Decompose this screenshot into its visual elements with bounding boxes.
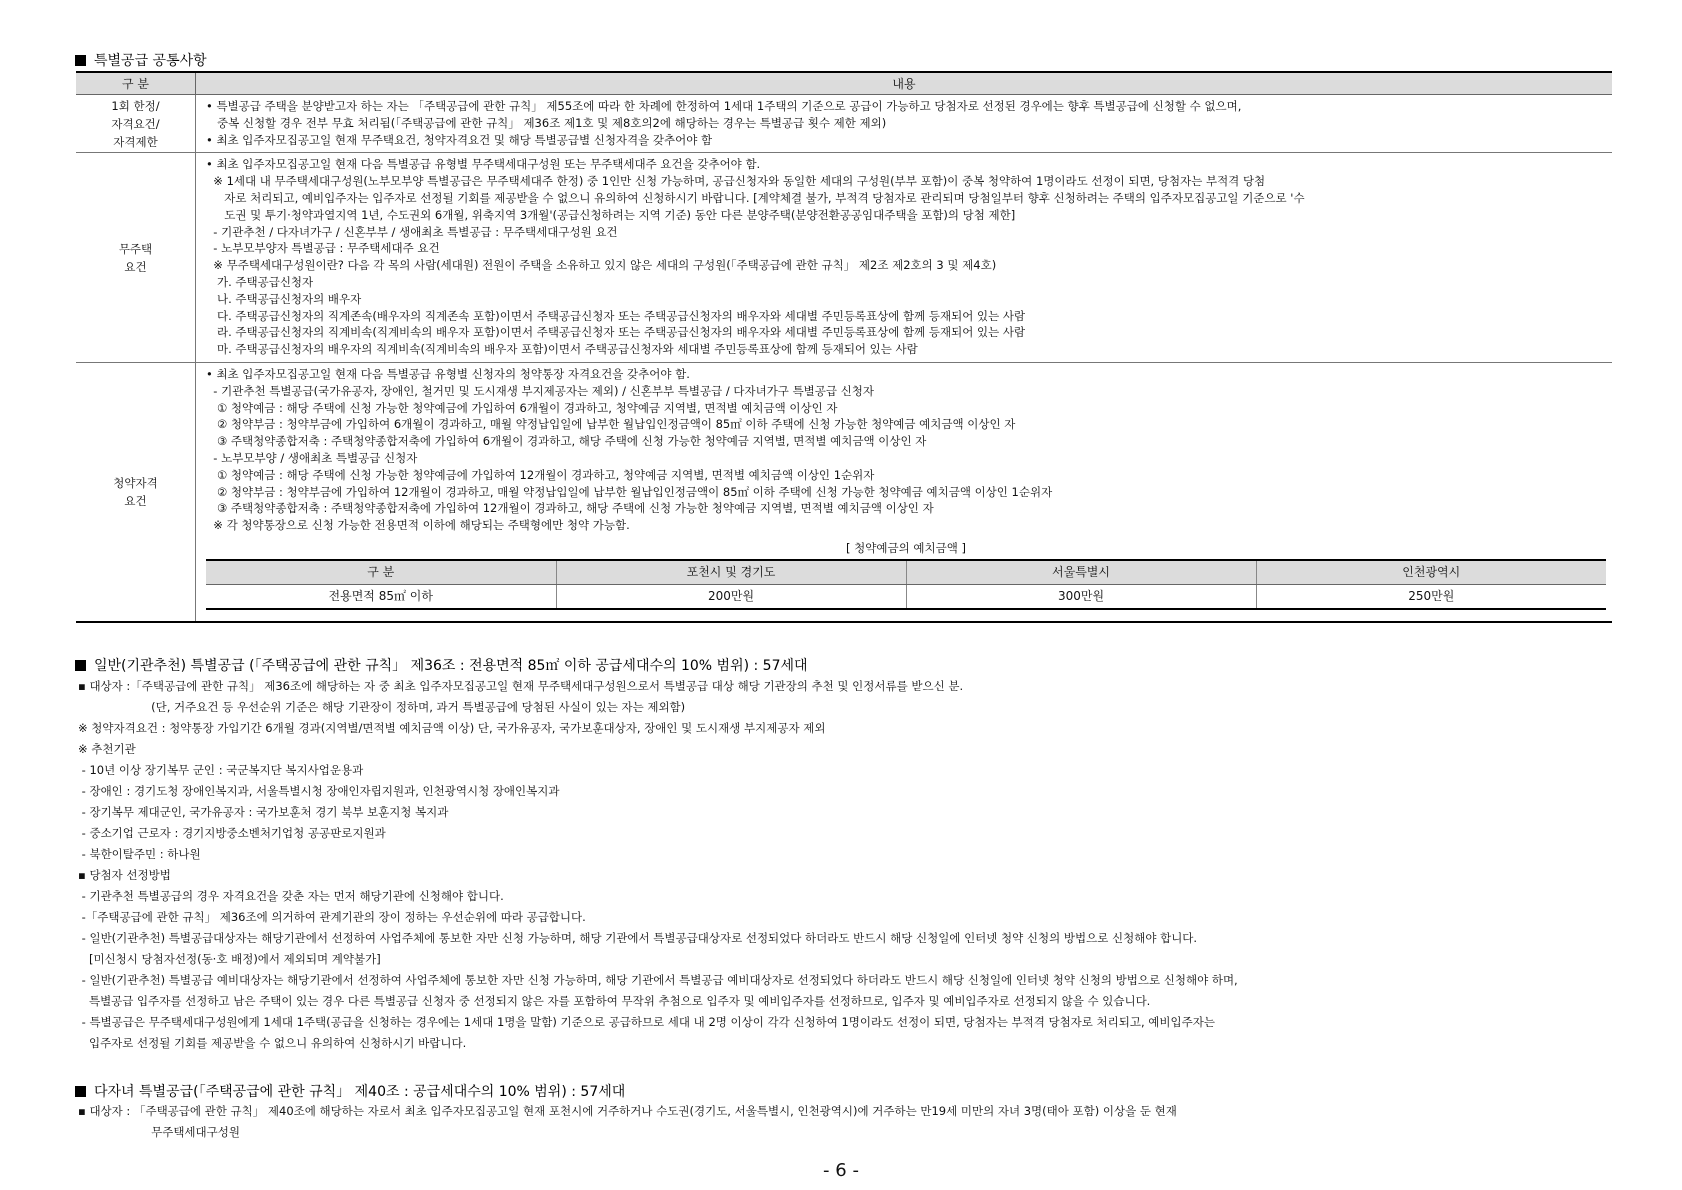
section-title-multichild: 다자녀 특별공급(「주택공급에 관한 규칙」 제40조 : 공급세대수의 10% 범위) : 57세대 xyxy=(75,1081,625,1101)
multichild-body xyxy=(78,1101,1177,1143)
section-title-common: 특별공급 공통사항 xyxy=(75,50,207,70)
text-line: - 10년 이상 장기복무 군인 : 국군복지단 복지사업운용과 xyxy=(78,763,364,777)
row-content: • 특별공급 주택을 분양받고자 하는 자는 「주택공급에 관한 규칙」 제55조에 따라 한 차례에 한정하여 1세대 1주택의 기준으로 공급이 가능하고 당첨자로 선정된 경우에는 향후 특별공급에 신청할 수 없으며, 중복 신청할 경우 전부 무효 처리됨(「주택공급에 관한 규칙」 제36조 제1호 및 제8호의2에 해당하는 경우는 특별공급 횟수 제한 제외) • 최초 입주자모집공고일 현재 무주택요건, 청약자격요건 및 해당 특별공급별 신청자격을 갖추어야 함 xyxy=(196,95,1613,153)
text-line: 무주택세대구성원 xyxy=(78,1125,240,1139)
deposit-cell: 200만원 xyxy=(556,584,906,609)
text-line: 특별공급 입주자를 선정하고 남은 주택이 있는 경우 다른 특별공급 신청자 중 선정되지 않은 자를 포함하여 무작위 추첨으로 입주자 및 예비입주자를 선정하므로, 입주자 및 예비입주자로 선정되지 않을 수 있습니다. xyxy=(78,994,1151,1008)
text-line: ▪ 대상자 : 「주택공급에 관한 규칙」 제40조에 해당하는 자로서 최초 입주자모집공고일 현재 포천시에 거주하거나 수도권(경기도, 서울특별시, 인천광역시)에 거주하는 만19세 미만의 자녀 3명(태아 포함) 이상을 둔 현재 xyxy=(78,1104,1177,1118)
row-label: 청약자격 요건 xyxy=(76,362,196,621)
row-content: • 최초 입주자모집공고일 현재 다음 특별공급 유형별 무주택세대구성원 또는 무주택세대주 요건을 갖추어야 함. ※ 1세대 내 무주택세대구성원(노부모부양 특별공급은 무주택세대주 한정) 중 1인만 신청 가능하며, 공급신청자와 동일한 세대의 구성원(부부 포함)이 중복 청약하여 1명이라도 선정이 되면, 당첨자는 부적격 당첨 자로 처리되고, 예비입주자는 입주자로 선정될 기회를 제공받을 수 없으니 유의하여 신청하시기 바랍니다. [계약체결 불가, 부적격 당첨자로 관리되며 당첨일부터 향후 신청하려는 주택의 입주자모집공고일 기준으로 '수 도권 및 투기·청약과열지역 1년, 수도권외 6개월, 위축지역 3개월'(공급신청하려는 지역 기준) 동안 다른 분양주택(분양전환공공임대주택을 포함)의 당첨 제한] - 기관추천 / 다자녀가구 / 신혼부부 / 생애최초 특별공급 : 무주택세대구성원 요건 - 노부모부양자 특별공급 : 무주택세대주 요건 ※ 무주택세대구성원이란? 다음 각 목의 사람(세대원) 전원이 주택을 소유하고 있지 않은 세대의 구성원(「주택공급에 관한 규칙」 제2조 제2호의 3 및 제4호) 가. 주택공급신청자 나. 주택공급신청자의 배우자 다. 주택공급신청자의 직계존속(배우자의 직계존속 포함)이면서 주택공급신청자 또는 주택공급신청자의 배우자와 세대별 주민등록표상에 함께 등재되어 있는 사람 라. 주택공급신청자의 직계비속(직계비속의 배우자 포함)이면서 주택공급신청자 또는 주택공급신청자의 배우자와 세대별 주민등록표상에 함께 등재되어 있는 사람 마. 주택공급신청자의 배우자의 직계비속(직계비속의 배우자 포함)이면서 주택공급신청자와 세대별 주민등록표상에 함께 등재되어 있는 사람 xyxy=(196,153,1613,363)
text-line: (단, 거주요건 등 우선순위 기준은 해당 기관장이 정하며, 과거 특별공급에 당첨된 사실이 있는 자는 제외함) xyxy=(78,700,686,714)
text-line: ▪ 당첨자 선정방법 xyxy=(78,868,171,882)
text-line: -「주택공급에 관한 규칙」 제36조에 의거하여 관계기관의 장이 정하는 우선순위에 따라 공급합니다. xyxy=(78,910,586,924)
deposit-cell: 전용면적 85㎡ 이하 xyxy=(206,584,556,609)
text-line: - 기관추천 특별공급의 경우 자격요건을 갖춘 자는 먼저 해당기관에 신청해야 합니다. xyxy=(78,889,504,903)
deposit-cell: 250만원 xyxy=(1256,584,1606,609)
text-line: - 장애인 : 경기도청 장애인복지과, 서울특별시청 장애인자립지원과, 인천광역시청 장애인복지과 xyxy=(78,784,560,798)
text-line: - 특별공급은 무주택세대구성원에게 1세대 1주택(공급을 신청하는 경우에는 1세대 1명을 말함) 기준으로 공급하므로 세대 내 2명 이상이 각각 신청하여 1명이라도 선정이 되면, 당첨자는 부적격 당첨자로 처리되고, 예비입주자는 xyxy=(78,1015,1215,1029)
text-line: - 중소기업 근로자 : 경기지방중소벤처기업청 공공판로지원과 xyxy=(78,826,386,840)
table-row xyxy=(76,153,1612,363)
deposit-amount-table xyxy=(206,559,1606,610)
deposit-header: 서울특별시 xyxy=(906,560,1256,585)
square-bullet-icon xyxy=(75,1086,86,1097)
text-line: ※ 추천기관 xyxy=(78,742,136,756)
header-content: 내용 xyxy=(196,72,1613,95)
text-line: ▪ 대상자 :「주택공급에 관한 규칙」 제36조에 해당하는 자 중 최초 입주자모집공고일 현재 무주택세대구성원으로서 특별공급 대상 해당 기관장의 추천 및 인정서류를 받으신 분. xyxy=(78,679,964,693)
header-category: 구 분 xyxy=(76,72,196,95)
deposit-header: 인천광역시 xyxy=(1256,560,1606,585)
square-bullet-icon xyxy=(75,55,86,66)
text-line: - 북한이탈주민 : 하나원 xyxy=(78,847,201,861)
row-content: • 최초 입주자모집공고일 현재 다음 특별공급 유형별 신청자의 청약통장 자격요건을 갖추어야 함. - 기관추천 특별공급(국가유공자, 장애인, 철거민 및 도시재생 부지제공자는 제외) / 신혼부부 특별공급 / 다자녀가구 특별공급 신청자 ① 청약예금 : 해당 주택에 신청 가능한 청약예금에 가입하여 6개월이 경과하고, 청약예금 지역별, 면적별 예치금액 이상인 자 ② 청약부금 : 청약부금에 가입하여 6개월이 경과하고, 매월 약정납입일에 납부한 월납입인정금액이 85㎡ 이하 주택에 신청 가능한 청약예금 예치금액 이상인 자 ③ 주택청약종합저축 : 주택청약종합저축에 가입하여 6개월이 경과하고, 해당 주택에 신청 가능한 청약예금 지역별, 면적별 예치금액 이상인 자 - 노부모부양 / 생애최초 특별공급 신청자 ① 청약예금 : 해당 주택에 신청 가능한 청약예금에 가입하여 12개월이 경과하고, 청약예금 지역별, 면적별 예치금액 이상인 1순위자 ② 청약부금 : 청약부금에 가입하여 12개월이 경과하고, 매월 약정납입일에 납부한 월납입인정금액이 85㎡ 이하 주택에 신청 가능한 청약예금 예치금액 이상인 1순위자 ③ 주택청약종합저축 : 주택청약종합저축에 가입하여 12개월이 경과하고, 해당 주택에 신청 가능한 청약예금 지역별, 면적별 예치금액 이상인 자 ※ 각 청약통장으로 신청 가능한 전용면적 이하에 해당되는 주택형에만 청약 가능함. [ 청약예금의 예치금액 ] 구 분 포천시 및 경기도 서울특별시 인천광역시 전용면적 85㎡ 이하 200만원 300만원 250만원 xyxy=(196,362,1613,621)
common-requirements-table xyxy=(76,71,1612,623)
square-bullet-icon xyxy=(75,660,86,671)
text-line: - 장기복무 제대군인, 국가유공자 : 국가보훈처 경기 북부 보훈지청 복지과 xyxy=(78,805,449,819)
deposit-table-title: [ 청약예금의 예치금액 ] xyxy=(846,540,966,555)
row-label: 무주택 요건 xyxy=(76,153,196,363)
deposit-header: 포천시 및 경기도 xyxy=(556,560,906,585)
table-row xyxy=(76,95,1612,153)
table-row xyxy=(76,362,1612,621)
section-title-institution: 일반(기관추천) 특별공급 (「주택공급에 관한 규칙」 제36조 : 전용면적 85㎡ 이하 공급세대수의 10% 범위) : 57세대 xyxy=(75,655,808,675)
row-label: 1회 한정/ 자격요건/ 자격제한 xyxy=(76,95,196,153)
text-line: - 일반(기관추천) 특별공급 예비대상자는 해당기관에서 선정하여 사업주체에 통보한 자만 신청 가능하며, 해당 기관에서 특별공급 예비대상자로 선정되었다 하더라도 반드시 해당 신청일에 인터넷 청약 신청의 방법으로 신청해야 하며, xyxy=(78,973,1238,987)
text-line: ※ 청약자격요건 : 청약통장 가입기간 6개월 경과(지역별/면적별 예치금액 이상) 단, 국가유공자, 국가보훈대상자, 장애인 및 도시재생 부지제공자 제외 xyxy=(78,721,826,735)
institution-body xyxy=(78,676,1238,1054)
text-line: [미신청시 당첨자선정(동·호 배정)에서 제외되며 계약불가] xyxy=(78,952,381,966)
text-line: 입주자로 선정될 기회를 제공받을 수 없으니 유의하여 신청하시기 바랍니다. xyxy=(78,1036,467,1050)
deposit-cell: 300만원 xyxy=(906,584,1256,609)
deposit-header: 구 분 xyxy=(206,560,556,585)
page-number: - 6 - xyxy=(823,1160,859,1181)
text-line: - 일반(기관추천) 특별공급대상자는 해당기관에서 선정하여 사업주체에 통보한 자만 신청 가능하며, 해당 기관에서 특별공급대상자로 선정되었다 하더라도 반드시 해당 신청일에 인터넷 청약 신청의 방법으로 신청해야 합니다. xyxy=(78,931,1198,945)
